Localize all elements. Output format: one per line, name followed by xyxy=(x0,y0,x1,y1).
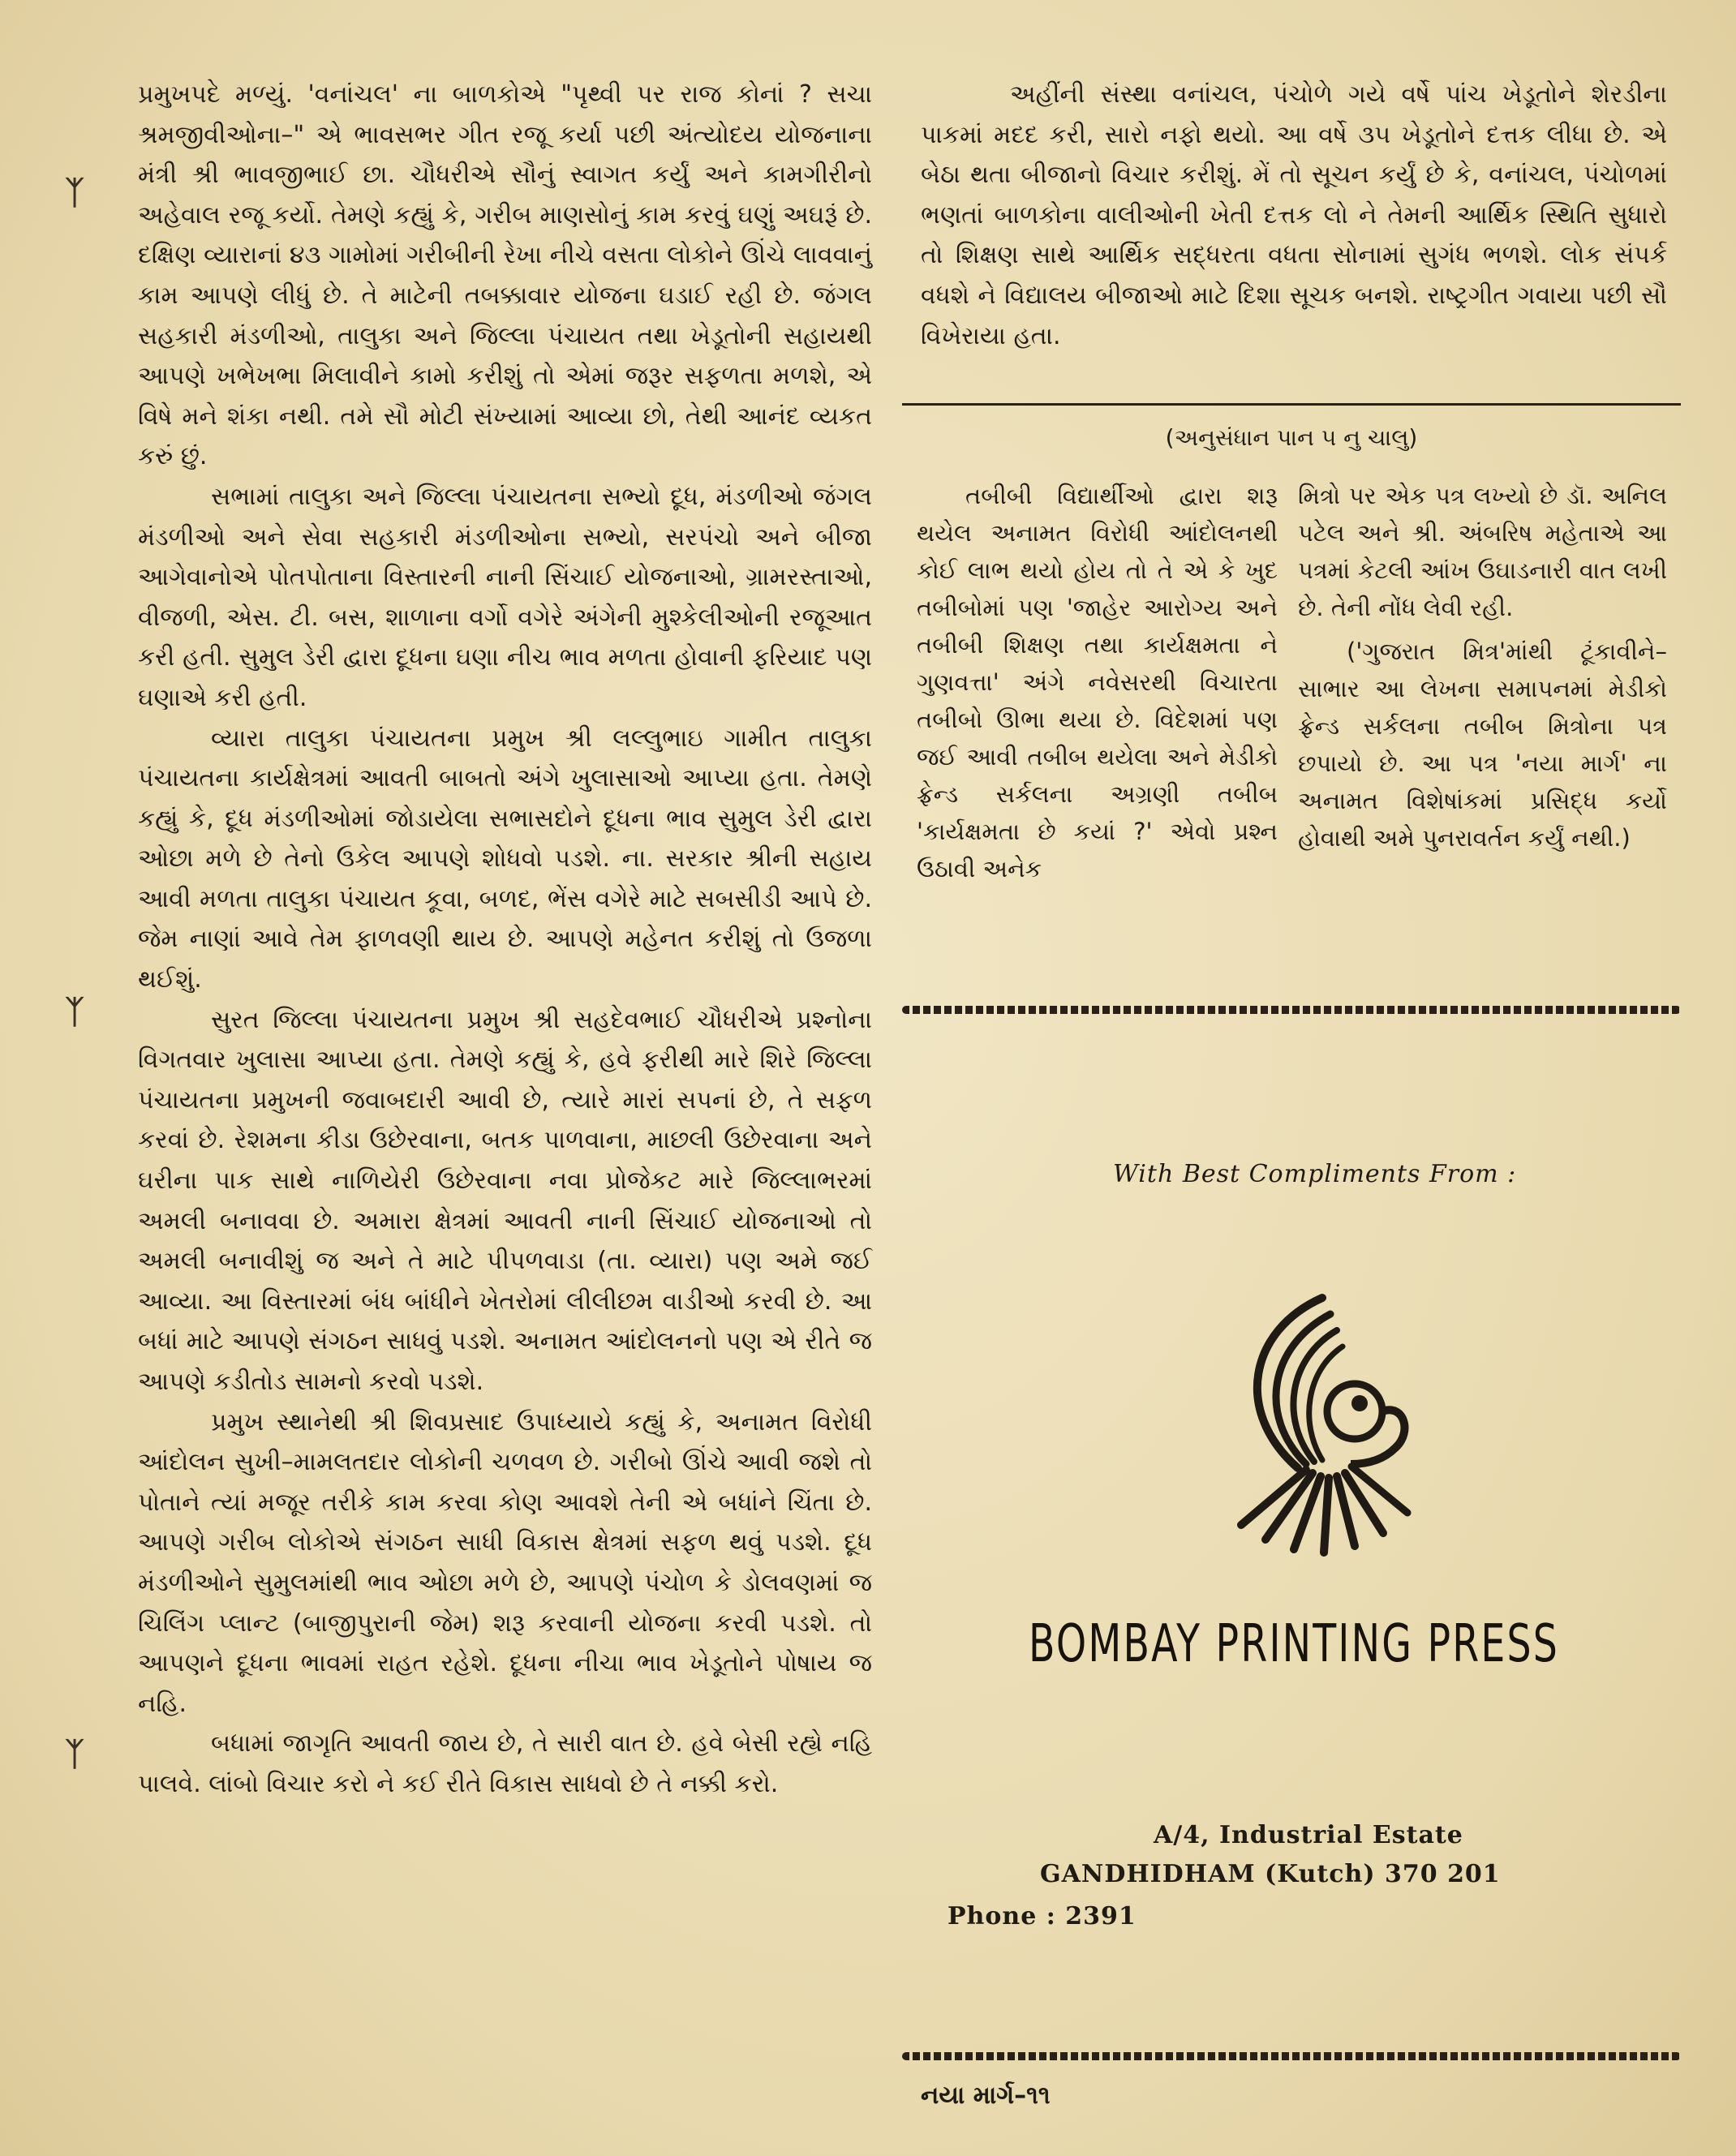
paragraph: મિત્રો પર એક પત્ર લખ્યો છે ડૉ. અનિલ પટેલ અને શ્રી. અંબરિષ મહેતાએ આ પત્રમાં કેટલી આંખ ઉઘાડનારી વાત લખી છે. તેની નોંધ લેવી રહી. xyxy=(1298,482,1667,621)
paragraph: વ્યારા તાલુકા પંચાયતના પ્રમુખ શ્રી લલ્લુભાઇ ગામીત તાલુકા પંચાયતના કાર્યક્ષેત્રમાં આવતી બાબતો અંગે ખુલાસાઓ આપ્યા હતા. તેમણે કહ્યું કે, દૂધ મંડળીઓમાં જોડાયેલા સભાસદોને દૂધના ભાવ સુમુલ ડેરી દ્વારા ઓછા મળે છે તેનો ઉકેલ આપણે શોધવો પડશે. ના. સરકાર શ્રીની સહાય આવી મળતા તાલુકા પંચાયત કૂવા, બળદ, ભેંસ વગેરે માટે સબસીડી આપે છે. જેમ નાણાં આવે તેમ ફાળવણી થાય છે. આપણે મહેનત કરીશું તો ઉજળા થઈશું. xyxy=(138,724,872,994)
press-name-heading: BOMBAY PRINTING PRESS xyxy=(1029,1614,1560,1674)
dotted-divider xyxy=(902,2052,1681,2060)
paragraph: સુરત જિલ્લા પંચાયતના પ્રમુખ શ્રી સહદેવભાઈ ચૌધરીએ પ્રશ્નોના વિગતવાર ખુલાસા આપ્યા હતા. તેમણે કહ્યું કે, હવે ફરીથી મારે શિરે જિલ્લા પંચાયતના પ્રમુખની જવાબદારી આવી છે, ત્યારે મારાં સપનાં છે, તે સફળ કરવાં છે. રેશમના કીડા ઉછેરવાના, બતક પાળવાના, માછલી ઉછેરવાના અને ઘરીના પાક સાથે નાળિયેરી ઉછેરવાના નવા પ્રોજેકટ મારે જિલ્લાભરમાં અમલી બનાવવા છે. અમારા ક્ષેત્રમાં આવતી નાની સિંચાઈ યોજનાઓ તો અમલી બનાવીશું જ અને તે માટે પીપળવાડા (તા. વ્યારા) પણ અમે જઈ આવ્યા. આ વિસ્તારમાં બંધ બાંધીને ખેતરોમાં લીલીછમ વાડીઓ કરવી છે. આ બધાં માટે આપણે સંગઠન સાધવું પડશે. અનામત આંદોલનનો પણ એ રીતે જ આપણે કડીતોડ સામનો કરવો પડશે. xyxy=(138,1005,872,1396)
paragraph: સભામાં તાલુકા અને જિલ્લા પંચાયતના સભ્યો દૂધ, મંડળીઓ જંગલ મંડળીઓ અને સેવા સહકારી મંડળીઓના સભ્યો, સરપંચો અને બીજા આગેવાનોએ પોતપોતાના વિસ્તારની નાની સિંચાઈ યોજનાઓ, ગ્રામરસ્તાઓ, વીજળી, એસ. ટી. બસ, શાળાના વર્ગો વગેરે અંગેની મુશ્કેલીઓની રજૂઆત કરી હતી. સુમુલ ડેરી દ્વારા દૂધના ઘણા નીચ ભાવ મળતા હોવાની ફરિયાદ પણ ઘણાએ કરી હતી. xyxy=(138,482,872,712)
page-footer: નયા માર્ગ–૧૧ xyxy=(921,2081,1051,2110)
paragraph: બધામાં જાગૃતિ આવતી જાય છે, તે સારી વાત છે. હવે બેસી રહ્યે નહિ પાલવે. લાંબો વિચાર કરો ને કઈ રીતે વિકાસ સાધવો છે તે નક્કી કરો. xyxy=(138,1729,872,1798)
continued-subcolumn-right xyxy=(1298,477,1667,857)
left-article-column xyxy=(138,75,872,1805)
paragraph: પ્રમુખ સ્થાનેથી શ્રી શિવપ્રસાદ ઉપાધ્યાયે કહ્યું કે, અનામત વિરોધી આંદોલન સુખી–મામલતદાર લોકોની ચળવળ છે. ગરીબો ઊંચે આવી જશે તો પોતાને ત્યાં મજૂર તરીકે કામ કરવા કોણ આવશે તેની એ બધાંને ચિંતા છે. આપણે ગરીબ લોકોએ સંગઠન સાધી વિકાસ ક્ષેત્રમાં સફળ થવું પડશે. દૂધ મંડળીઓને સુમુલમાંથી ભાવ ઓછા મળે છે, આપણે પંચોળ કે ડોલવણમાં જ ચિલિંગ પ્લાન્ટ (બાજીપુરાની જેમ) શરૂ કરવાની યોજના કરવી પડશે. તો આપણને દૂધના ભાવમાં રાહત રહેશે. દૂધના નીચા ભાવ ખેડૂતોને પોષાય જ નહિ. xyxy=(138,1407,872,1718)
paragraph: તબીબી વિદ્યાર્થીઓ દ્વારા શરૂ થયેલ અનામત વિરોધી આંદોલનથી કોઈ લાભ થયો હોય તો તે એ કે ખુદ તબીબોમાં પણ 'જાહેર આરોગ્ય અને તબીબી શિક્ષણ તથા કાર્યક્ષમતા ને ગુણવત્તા' અંગે નવેસરથી વિચારતા તબીબો ઊભા થયા છે. વિદેશમાં પણ જઈ આવી તબીબ થયેલા અને મેડીકો ફ્રેન્ડ સર્કલના અગ્રણી તબીબ 'કાર્યક્ષમતા છે કયાં ?' એવો પ્રશ્ન ઉઠાવી અનેક xyxy=(917,482,1278,883)
margin-tick-mark: ᛉ xyxy=(65,174,84,212)
continued-from-note: (અનુસંધાન પાન ૫ નુ ચાલુ) xyxy=(1165,424,1418,451)
paragraph: અહીંની સંસ્થા વનાંચલ, પંચોળે ગયે વર્ષે પાંચ ખેડૂતોને શેરડીના પાકમાં મદદ કરી, સારો નફો થયો. આ વર્ષે ૩૫ ખેડૂતોને દત્તક લીધા છે. એ બેઠા થતા બીજાનો વિચાર કરીશું. મેં તો સૂચન કર્યું છે કે, વનાંચલ, પંચોળમાં ભણતાં બાળકોના વાલીઓની ખેતી દત્તક લો ને તેમની આર્થિક સ્થિતિ સુધારો તો શિક્ષણ સાથે આર્થિક સદ્ધરતા વધતા સોનામાં સુગંધ ભળશે. લોક સંપર્ક વધશે ને વિદ્યાલય બીજાઓ માટે દિશા સૂચક બનશે. રાષ્ટ્રગીત ગવાયા પછી સૌ વિખેરાયા હતા. xyxy=(921,80,1667,350)
margin-tick-mark: ᛉ xyxy=(65,1736,84,1773)
section-divider xyxy=(902,403,1681,406)
compliments-line: With Best Compliments From : xyxy=(1113,1160,1517,1188)
address-line: A/4, Industrial Estate xyxy=(1154,1821,1463,1849)
address-line: GANDHIDHAM (Kutch) 370 201 xyxy=(1040,1860,1501,1888)
continued-subcolumn-left xyxy=(917,477,1278,887)
dotted-divider xyxy=(902,1006,1681,1014)
margin-tick-mark: ᛉ xyxy=(65,994,84,1031)
fan-bird-logo-icon xyxy=(1201,1282,1420,1557)
phone-line: Phone : 2391 xyxy=(947,1902,1137,1931)
paragraph: ('ગુજરાત મિત્ર'માંથી ટૂંકાવીને–સાભાર આ લેખના સમાપનમાં મેડીકો ફ્રેન્ડ સર્કલના તબીબ મિત્રોના પત્ર છપાયો છે. આ પત્ર 'નયા માર્ગ' ના અનામત વિશેષાંકમાં પ્રસિદ્ધ કર્યો હોવાથી અમે પુનરાવર્તન કર્યું નથી.) xyxy=(1298,638,1667,852)
paragraph: પ્રમુખપદે મળ્યું. 'વનાંચલ' ના બાળકોએ "પૃથ્વી પર રાજ કોનાં ? સચા શ્રમજીવીઓના–" એ ભાવસભર ગીત રજૂ કર્યા પછી અંત્યોદય યોજનાના મંત્રી શ્રી ભાવજીભાઈ છા. ચૌધરીએ સૌનું સ્વાગત કર્યું અને કામગીરીનો અહેવાલ રજૂ કર્યો. તેમણે કહ્યું કે, ગરીબ માણસોનું કામ કરવું ઘણું અઘરૂં છે. દક્ષિણ વ્યારાનાં ૪૩ ગામોમાં ગરીબીની રેખા નીચે વસતા લોકોને ઊંચે લાવવાનું કામ આપણે લીધું છે. તે માટેની તબક્કાવાર યોજના ઘડાઈ રહી છે. જંગલ સહકારી મંડળીઓ, તાલુકા અને જિલ્લા પંચાયત તથા ખેડૂતોની સહાયથી આપણે ખભેખભા મિલાવીને કામો કરીશું તો એમાં જરૂર સફળતા મળશે, એ વિષે મને શંકા નથી. તમે સૌ મોટી સંખ્યામાં આવ્યા છો, તેથી આનંદ વ્યકત કરું છું. xyxy=(138,80,872,471)
right-article-continuation xyxy=(921,75,1667,356)
